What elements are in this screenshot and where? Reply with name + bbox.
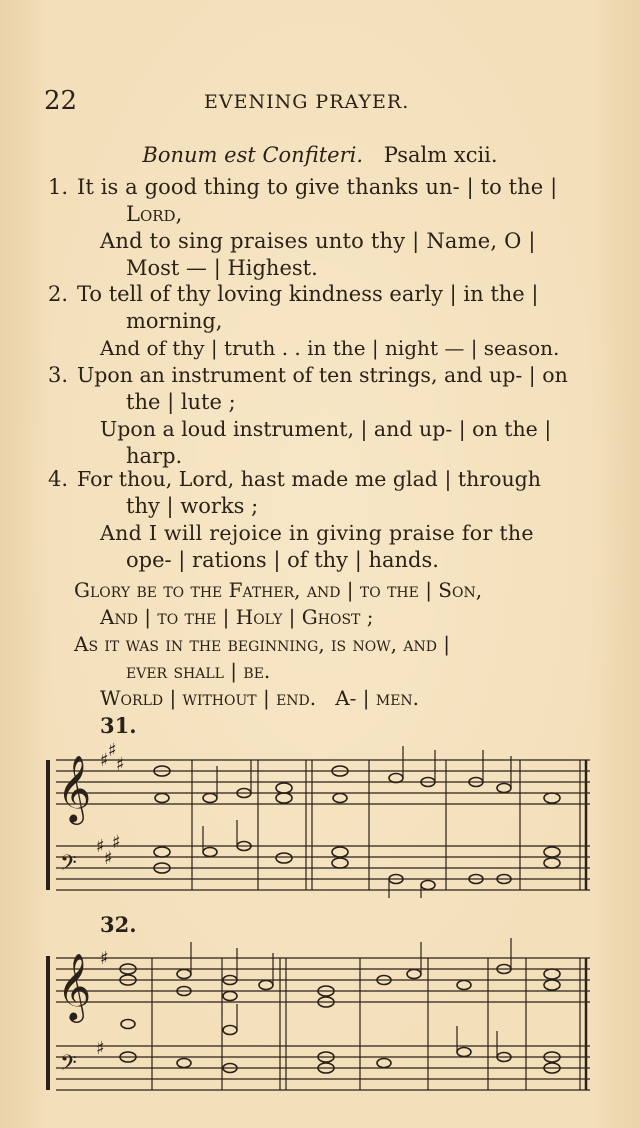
note-stems <box>203 746 511 898</box>
verse-line: And of thy | truth . . in the | night — | season. <box>100 336 560 360</box>
verse-number: 1. <box>48 175 69 199</box>
svg-text:♯: ♯ <box>112 832 121 853</box>
svg-text:♯: ♯ <box>96 836 105 857</box>
gloria-line: And | to the | Holy | Ghost ; <box>100 605 374 629</box>
bass-staff <box>56 846 590 890</box>
verse-number: 4. <box>48 467 69 491</box>
verse-number: 2. <box>48 282 69 306</box>
verse-number: 3. <box>48 363 69 387</box>
svg-text:♯: ♯ <box>100 948 109 969</box>
gloria-line: ever shall | be. <box>126 659 271 683</box>
verse-line: For thou, Lord, hast made me glad | through <box>77 467 541 491</box>
svg-text:♯: ♯ <box>100 750 109 771</box>
treble-clef-icon: 𝄞 <box>57 754 92 822</box>
treble-clef-icon: 𝄞 <box>57 952 92 1020</box>
barlines <box>152 958 586 1090</box>
verse-line: morning, <box>126 309 223 333</box>
page-header <box>44 86 596 118</box>
gloria-line: Glory be to the Father, and | to the | Son, <box>74 578 483 602</box>
verse-line: Lord, <box>126 202 183 226</box>
verse-line: Upon a loud instrument, | and up- | on the | <box>100 417 552 441</box>
svg-text:♯: ♯ <box>96 1038 105 1059</box>
chant-score-32 <box>44 938 596 1098</box>
treble-staff <box>56 760 590 804</box>
svg-text:♯: ♯ <box>116 754 125 775</box>
psalm-title <box>0 143 640 167</box>
page-number: 22 <box>44 86 78 116</box>
note-stems <box>191 938 511 1057</box>
verse-line: It is a good thing to give thanks un- | to the | <box>77 175 558 199</box>
svg-text:♯: ♯ <box>104 848 113 869</box>
verse-line: Most — | Highest. <box>126 256 318 280</box>
verse-line: the | lute ; <box>126 390 236 414</box>
tune-number: 31. <box>100 713 137 738</box>
verse-line: And I will rejoice in giving praise for the <box>100 521 534 545</box>
verse-line: thy | works ; <box>126 494 259 518</box>
bass-clef-icon: 𝄢 <box>60 851 77 881</box>
gloria-line: As it was in the beginning, is now, and | <box>74 632 451 656</box>
verse-line: harp. <box>126 444 183 468</box>
key-signature-sharps <box>96 948 109 1059</box>
running-head: EVENING PRAYER. <box>204 91 410 113</box>
verse-line: ope- | rations | of thy | hands. <box>126 548 439 572</box>
noteheads <box>154 766 560 890</box>
verse-line: And to sing praises unto thy | Name, O | <box>100 229 536 253</box>
psalm-latin-title: Bonum est Confiteri. <box>142 143 363 167</box>
gloria-line: World | without | end. A- | men. <box>100 686 420 710</box>
bass-clef-icon: 𝄢 <box>60 1051 77 1081</box>
psalm-number: Psalm xcii. <box>383 143 498 167</box>
verse-line: Upon an instrument of ten strings, and up- | on <box>77 363 568 387</box>
svg-text:♯: ♯ <box>108 740 117 761</box>
verse-line: To tell of thy loving kindness early | in the | <box>77 282 539 306</box>
chant-score-31 <box>44 738 596 898</box>
tune-number: 32. <box>100 912 137 937</box>
